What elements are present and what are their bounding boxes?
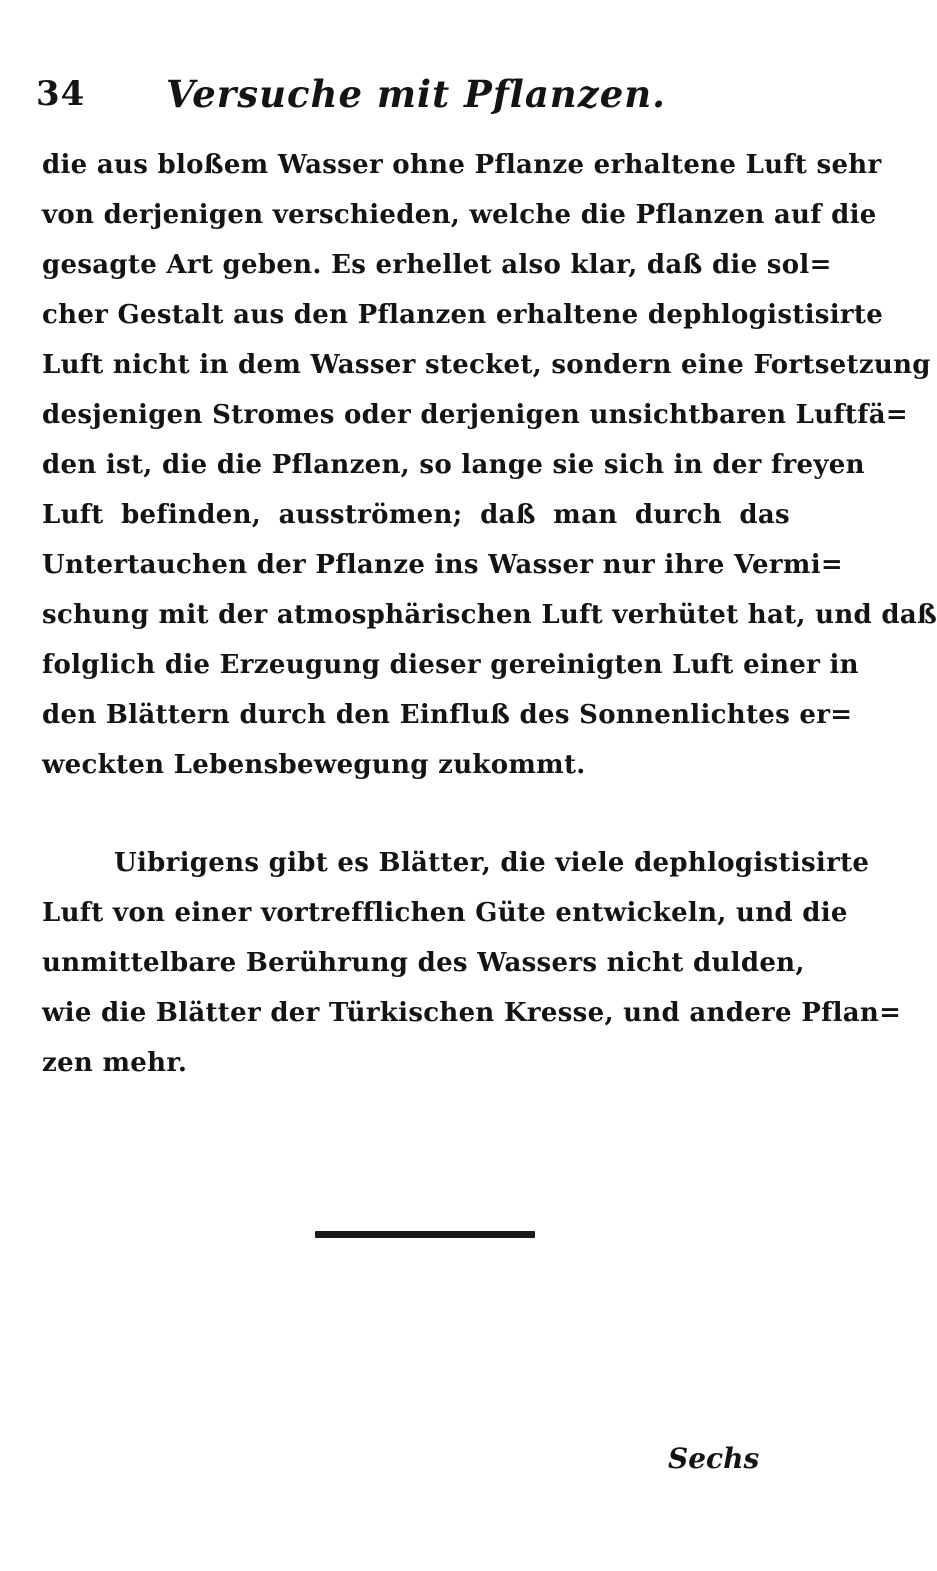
running-head <box>36 68 796 128</box>
text-line: unmittelbare Berührung des Wassers nicht dulden, <box>42 948 805 978</box>
text-line: desjenigen Stromes oder derjenigen unsichtbaren Luftfä= <box>42 400 908 430</box>
text-line: von derjenigen verschieden, welche die Pflanzen auf die <box>42 200 877 230</box>
text-line: Luft von einer vortrefflichen Güte entwickeln, und die <box>42 898 848 928</box>
text-line: Uibrigens gibt es Blätter, die viele dephlogistisirte <box>114 848 870 878</box>
text-line: die aus bloßem Wasser ohne Pflanze erhaltene Luft sehr <box>42 150 882 180</box>
text-line: cher Gestalt aus den Pflanzen erhaltene dephlogistisirte <box>42 300 884 330</box>
paragraph-1 <box>42 140 937 790</box>
text-line: weckten Lebensbewegung zukommt. <box>42 750 586 780</box>
text-line: wie die Blätter der Türkischen Kresse, und andere Pflan= <box>42 998 902 1028</box>
text-line: folglich die Erzeugung dieser gereinigten Luft einer in <box>42 650 859 680</box>
text-line: den Blättern durch den Einfluß des Sonnenlichtes er= <box>42 700 853 730</box>
paragraph-2 <box>42 838 902 1088</box>
text-line: zen mehr. <box>42 1048 188 1078</box>
text-line: Untertauchen der Pflanze ins Wasser nur ihre Vermi= <box>42 550 843 580</box>
text-line: Luft nicht in dem Wasser stecket, sondern eine Fortsetzung <box>42 350 931 380</box>
text-line: schung mit der atmosphärischen Luft verhütet hat, und daß <box>42 600 937 630</box>
text-line: Luft befinden, ausströmen; daß man durch das <box>42 500 790 530</box>
catchword: Sechs <box>668 1442 760 1475</box>
page-number: 34 <box>36 74 86 114</box>
section-rule <box>315 1231 535 1238</box>
text-line: den ist, die die Pflanzen, so lange sie sich in der freyen <box>42 450 865 480</box>
text-line: gesagte Art geben. Es erhellet also klar, daß die sol= <box>42 250 832 280</box>
running-title: Versuche mit Pflanzen. <box>165 72 667 116</box>
